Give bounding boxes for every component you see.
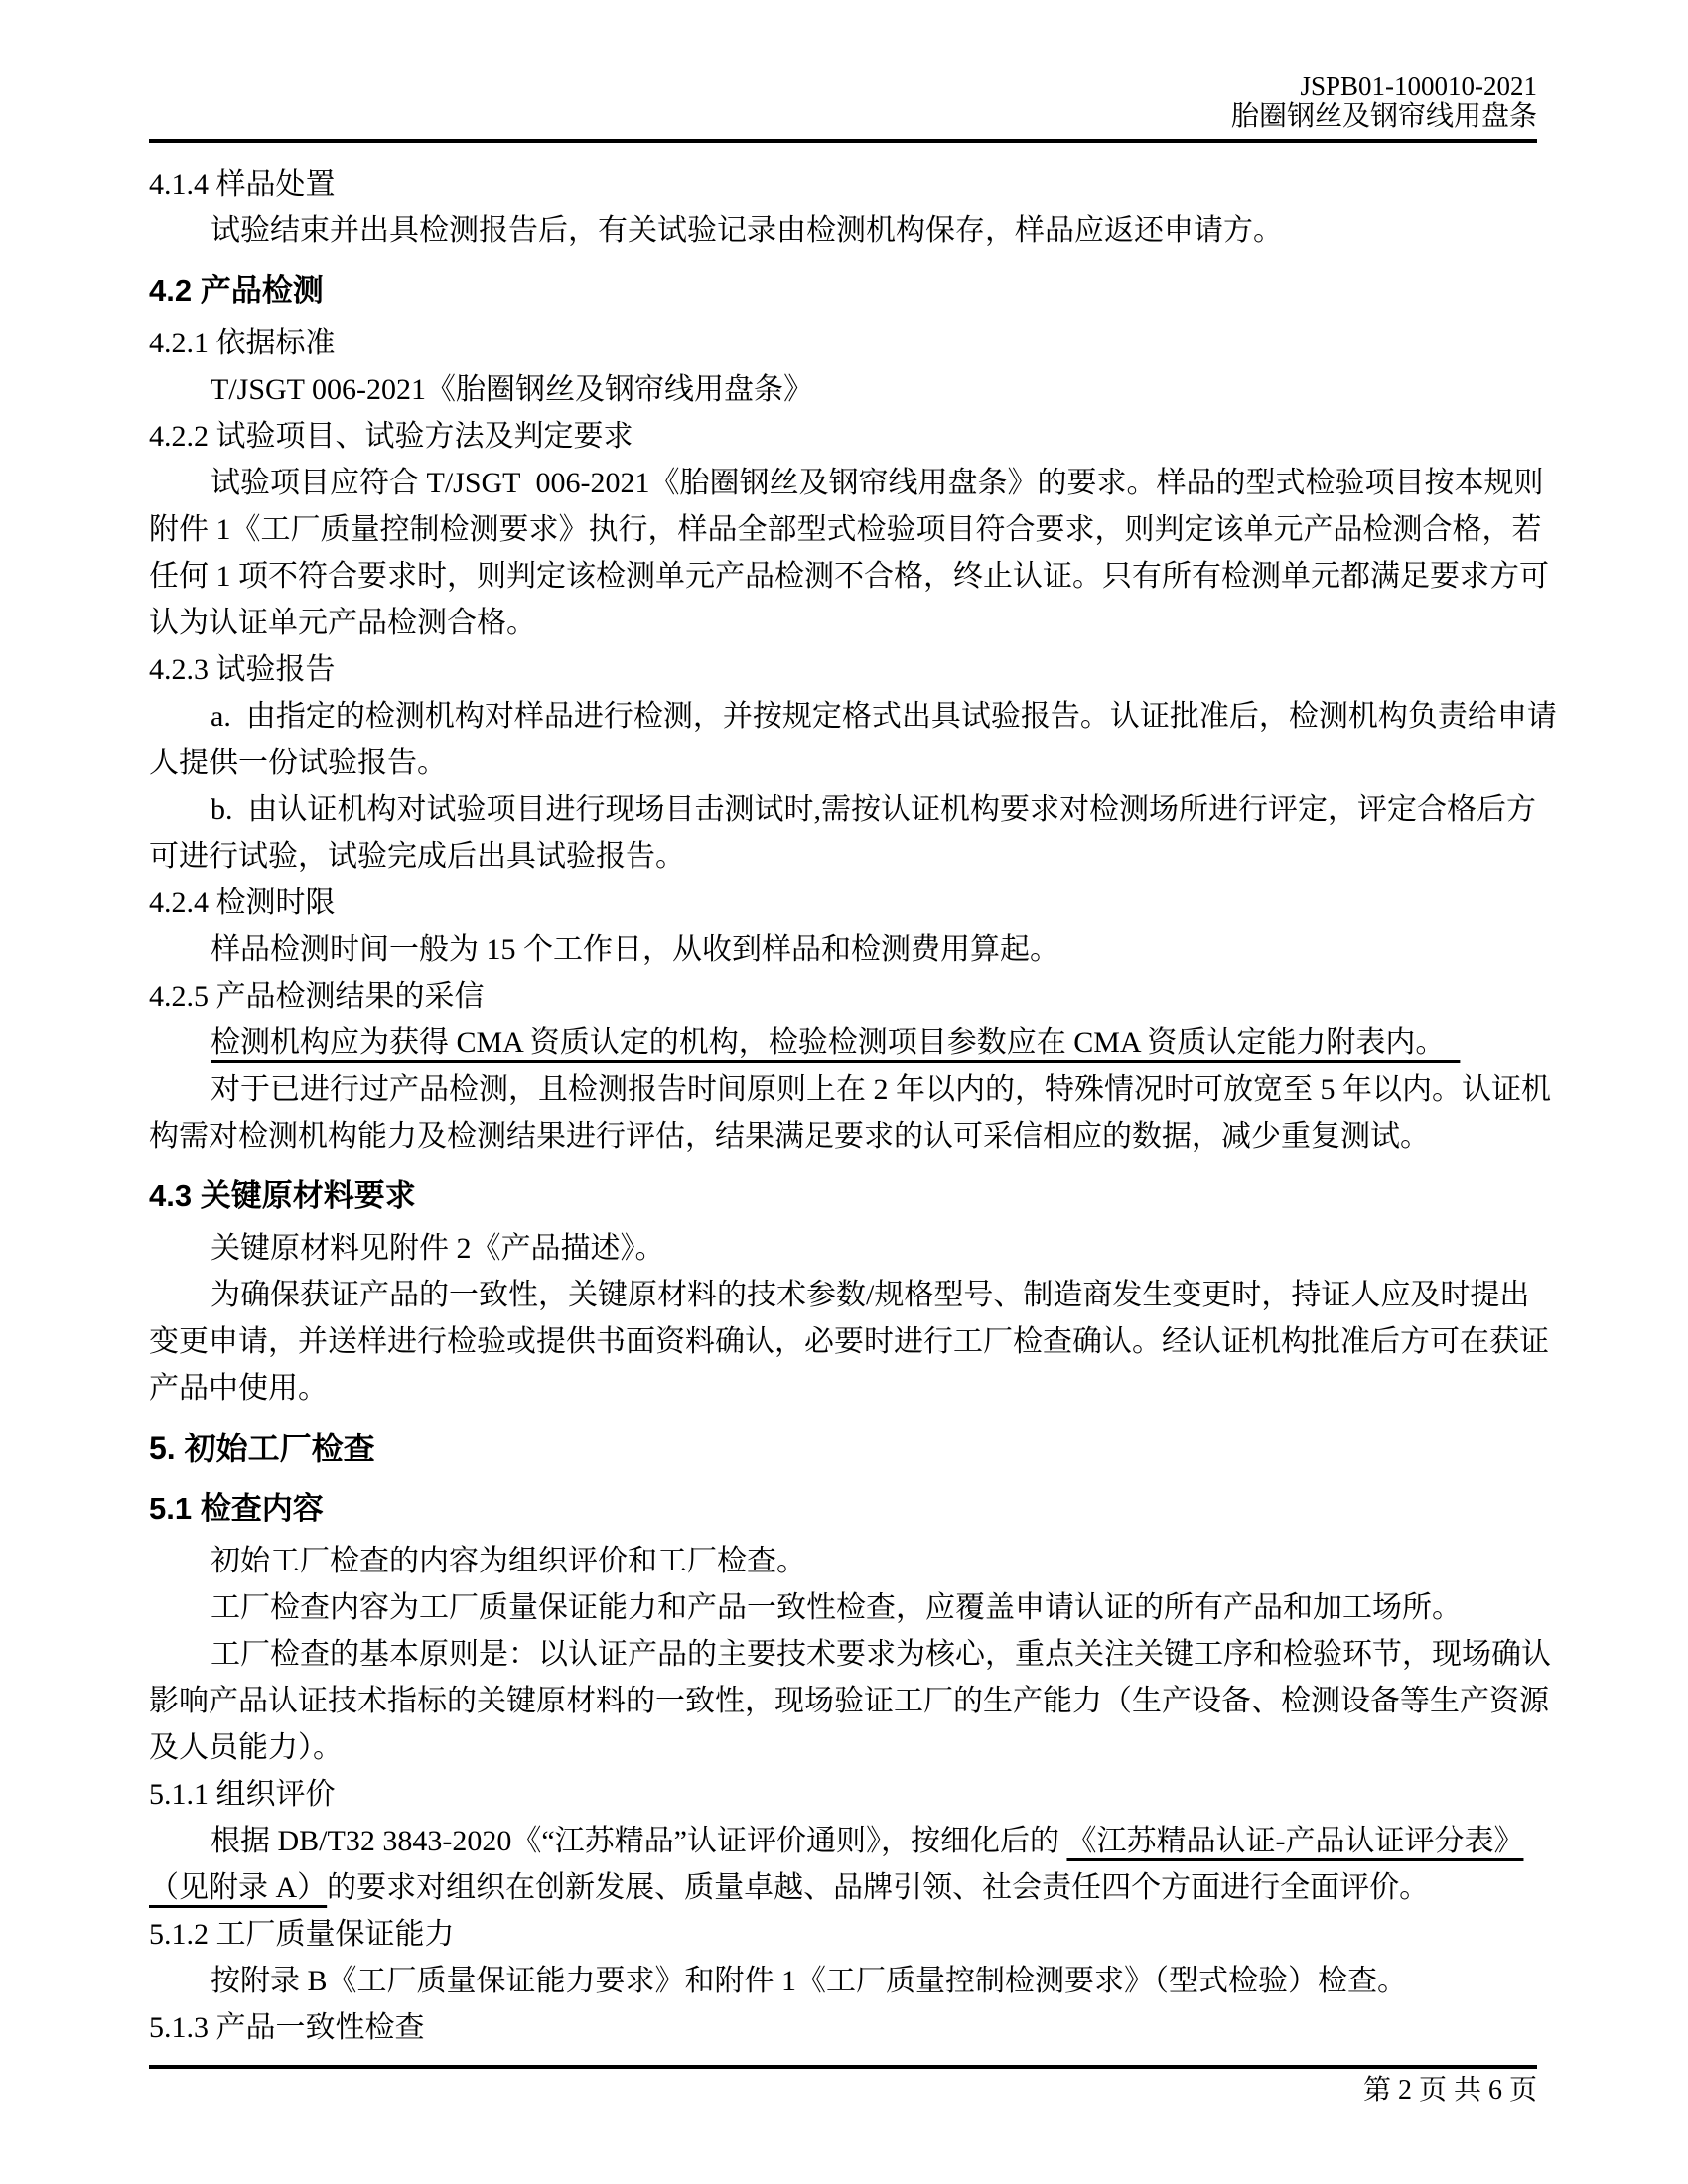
heading-5-1-2: 5.1.2 工厂质量保证能力: [149, 1918, 455, 1951]
paragraph-line-underlined: [149, 1020, 1569, 1066]
heading-5: 5. 初始工厂检查: [149, 1431, 375, 1466]
paragraph-line: 对于已进行过产品检测，且检测报告时间原则上在 2 年以内的，特殊情况时可放宽至 5 年以内。认证机: [211, 1073, 1551, 1106]
paragraph-line: 为确保获证产品的一致性，关键原材料的技术参数/规格型号、制造商发生变更时，持证人应及时提出: [211, 1279, 1530, 1311]
paragraph-line: 试验结束并出具检测报告后，有关试验记录由检测机构保存，样品应返还申请方。: [211, 214, 1283, 247]
text-segment: 根据 DB/T32 3843-2020《“江苏精品”认证评价通则》，按细化后的: [211, 1825, 1067, 1857]
paragraph-line: 工厂检查内容为工厂质量保证能力和产品一致性检查，应覆盖申请认证的所有产品和加工场所。: [211, 1591, 1462, 1624]
paragraph-line: 及人员能力）。: [149, 1731, 343, 1764]
text-segment: 的要求对组织在创新发展、质量卓越、品牌引领、社会责任四个方面进行全面评价。: [327, 1871, 1430, 1904]
document-body: [149, 0, 1569, 2051]
paragraph-line: 构需对检测机构能力及检测结果进行评估，结果满足要求的认可采信相应的数据，减少重复测试。: [149, 1120, 1430, 1153]
paragraph-line: 产品中使用。: [149, 1372, 328, 1405]
paragraph-line: a. 由指定的检测机构对样品进行检测，并按规定格式出具试验报告。认证批准后，检测机构负责给申请: [211, 700, 1557, 733]
footer-page-number: 第 2 页 共 6 页: [1362, 2075, 1537, 2106]
paragraph-line-mixed: [149, 1864, 1569, 1911]
paragraph-line: 认为认证单元产品检测合格。: [149, 607, 536, 639]
heading-4-2-5: 4.2.5 产品检测结果的采信: [149, 980, 485, 1013]
footer-rule: [149, 2065, 1537, 2069]
underlined-text: （见附录 A）: [149, 1871, 328, 1904]
header-doc-title: 胎圈钢丝及钢帘线用盘条: [1230, 101, 1537, 132]
paragraph-line: T/JSGT 006-2021《胎圈钢丝及钢帘线用盘条》: [211, 373, 813, 406]
paragraph-line: 按附录 B《工厂质量保证能力要求》和附件 1《工厂质量控制检测要求》（型式检验）检查。: [211, 1965, 1408, 1997]
paragraph-line: 任何 1 项不符合要求时，则判定该检测单元产品检测不合格，终止认证。只有所有检测单元都满足要求方可: [149, 560, 1549, 593]
paragraph-line: 变更申请，并送样进行检验或提供书面资料确认，必要时进行工厂检查确认。经认证机构批准后方可在获证: [149, 1325, 1549, 1358]
heading-5-1-1: 5.1.1 组织评价: [149, 1778, 336, 1811]
heading-4-2-4: 4.2.4 检测时限: [149, 887, 336, 919]
heading-5-1: 5.1 检查内容: [149, 1491, 324, 1526]
paragraph-line: 初始工厂检查的内容为组织评价和工厂检查。: [211, 1545, 806, 1577]
paragraph-line: 人提供一份试验报告。: [149, 747, 447, 779]
paragraph-line: 样品检测时间一般为 15 个工作日，从收到样品和检测费用算起。: [211, 933, 1059, 966]
heading-4-2: 4.2 产品检测: [149, 273, 324, 308]
underlined-text: 《江苏精品认证-产品认证评分表》: [1066, 1825, 1524, 1857]
heading-5-1-3: 5.1.3 产品一致性检查: [149, 2011, 425, 2044]
paragraph-line: 工厂检查的基本原则是：以认证产品的主要技术要求为核心，重点关注关键工序和检验环节，现场确认: [211, 1638, 1551, 1671]
paragraph-line: 附件 1《工厂质量控制检测要求》执行，样品全部型式检验项目符合要求，则判定该单元产品检测合格，若: [149, 513, 1542, 546]
header-doc-number: JSPB01-100010-2021: [1300, 71, 1537, 101]
paragraph-line: 关键原材料见附件 2《产品描述》。: [211, 1232, 665, 1265]
heading-4-2-1: 4.2.1 依据标准: [149, 327, 336, 359]
heading-4-2-3: 4.2.3 试验报告: [149, 653, 336, 686]
paragraph-line-mixed: [149, 1818, 1569, 1864]
heading-4-1-4: 4.1.4 样品处置: [149, 168, 336, 201]
heading-4-3: 4.3 关键原材料要求: [149, 1178, 416, 1213]
paragraph-line: 试验项目应符合 T/JSGT 006-2021《胎圈钢丝及钢帘线用盘条》的要求。样品的型式检验项目按本规则: [211, 467, 1544, 499]
heading-4-2-2: 4.2.2 试验项目、试验方法及判定要求: [149, 420, 633, 453]
paragraph-line: b. 由认证机构对试验项目进行现场目击测试时,需按认证机构要求对检测场所进行评定，评定合格后方: [211, 793, 1536, 826]
underlined-text: 检测机构应为获得 CMA 资质认定的机构，检验检测项目参数应在 CMA 资质认定能力附表内。: [211, 1026, 1461, 1059]
paragraph-line: 可进行试验，试验完成后出具试验报告。: [149, 840, 685, 873]
paragraph-line: 影响产品认证技术指标的关键原材料的一致性，现场验证工厂的生产能力（生产设备、检测设备等生产资源: [149, 1685, 1549, 1717]
